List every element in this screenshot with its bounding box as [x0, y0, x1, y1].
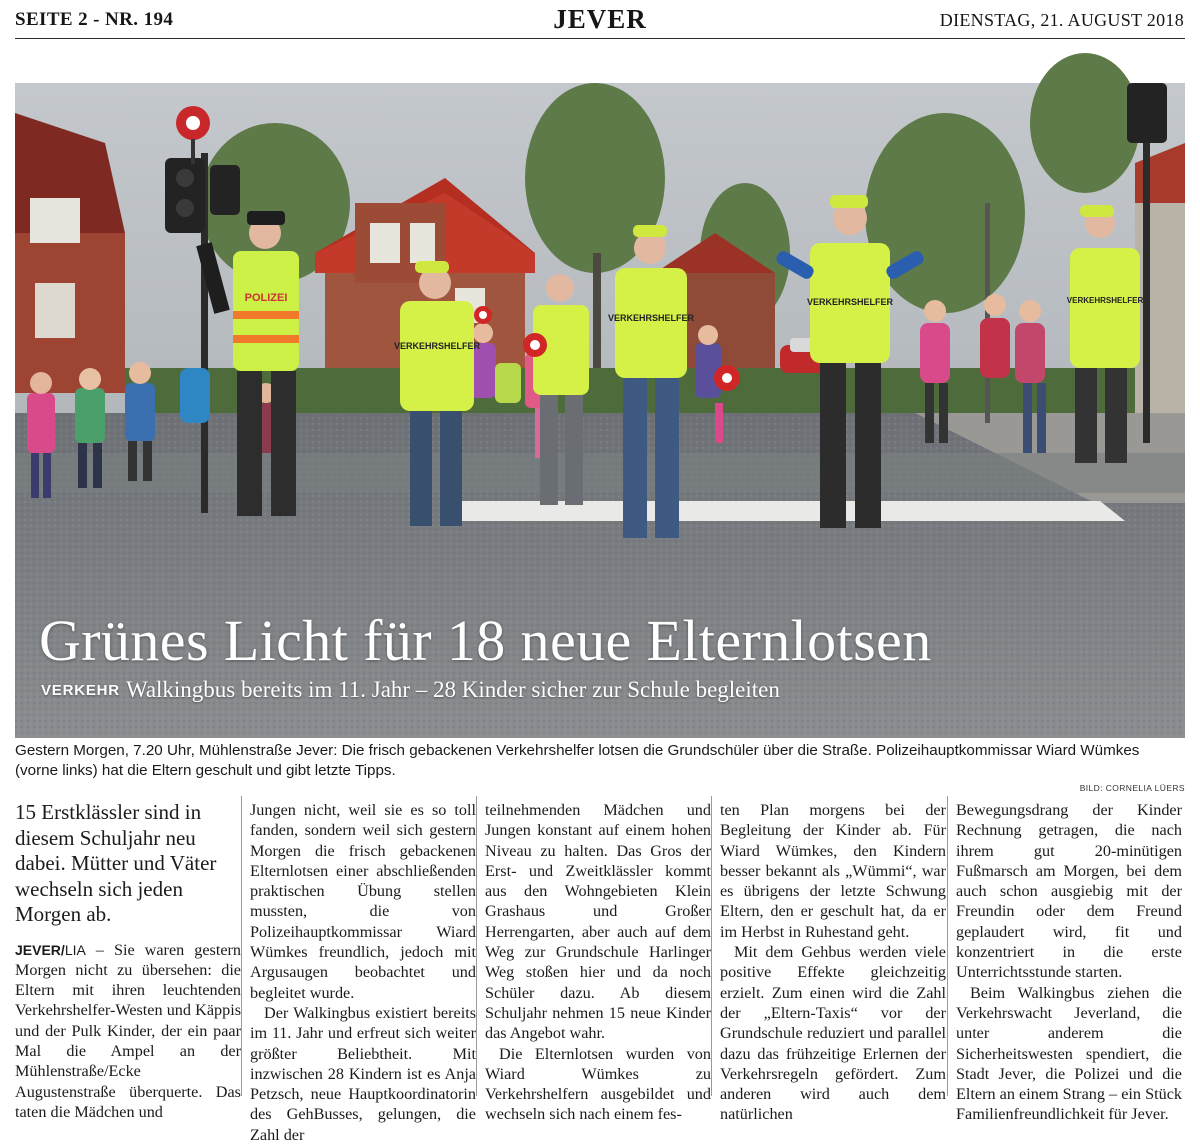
article-paragraph: Beim Walkingbus ziehen die Verkehrswacht Jeverland, die unter anderem die Sicherheitswesten spendiert, die Stadt Jever, die Polizei und die Eltern an einem Strang – ein Stück Familienfreundlichkeit für Jever.	[956, 983, 1182, 1124]
masthead-rule	[15, 38, 1185, 39]
column-divider	[947, 796, 948, 1096]
subheadline	[41, 677, 1171, 703]
vest-label: VERKEHRSHELFER	[393, 341, 481, 351]
article-column-4	[720, 800, 946, 1125]
article-author: LIA	[64, 941, 86, 958]
lead-photo	[15, 83, 1185, 738]
article-column-2	[250, 800, 476, 1145]
article-lead: 15 Erstklässler sind in diesem Schuljahr neu dabei. Mütter und Väter wechseln sich jeden Morgen ab.	[15, 800, 217, 926]
article-paragraph: Bewegungsdrang der Kinder Rechnung getragen, die nach ihrem gut 20-minütigen Fußmarsch am Morgen, bei dem auch schon ausgiebig mit der Freundin oder dem Freund geplaudert wird, fit und konzentriert in die erste Unterrichtsstunde starten.	[956, 801, 1182, 982]
article-text: – Sie waren gestern Morgen nicht zu übersehen: die Eltern mit ihren leuchtenden Verkehrshelfer-Westen und Käppis und der Pulk Kinder, der ein paar Mal die Ampel an der Mühlenstraße/Ecke Augustenstraße überquerte. Das taten die Mädchen und	[15, 940, 241, 1121]
article-dateline: JEVER/	[15, 941, 65, 958]
column-divider	[241, 796, 242, 1096]
article-paragraph: ten Plan morgens bei der Begleitung der Kinder ab. Für Wiard Wümkes, den Kindern besser bekannt als „Wümmi“, war es übrigens der letzte Schwung Eltern, den er geschult hat, da er im Herbst in Ruhestand geht.	[720, 801, 946, 941]
article-column-5	[956, 800, 1182, 1125]
photo-caption: Gestern Morgen, 7.20 Uhr, Mühlenstraße Jever: Die frisch gebackenen Verkehrshelfer lotsen die Grundschüler über die Straße. Polizeihauptkommissar Wiard Wümkes (vorne links) hat die Eltern geschult und gibt letzte Tipps.	[15, 742, 1140, 779]
vest-label: VERKEHRSHELFER	[1066, 296, 1144, 305]
article-column-3	[485, 800, 711, 1125]
vest-label: VERKEHRSHELFER	[806, 297, 894, 307]
article-column-1	[15, 800, 241, 1122]
page-number: SEITE 2 - NR. 194	[15, 9, 174, 30]
column-divider	[476, 796, 477, 1096]
masthead	[0, 0, 1200, 40]
article-paragraph: Mit dem Gehbus werden viele positive Effekte gleichzeitig erzielt. Zum einen wird die Zahl der „Eltern-Taxis“ vor der Grundschule reduziert und parallel dazu das frühzeitige Erlernen der Verkehrsregeln gefördert. Zum anderen wird auch dem natürlichen	[720, 943, 946, 1124]
article-paragraph	[15, 940, 241, 1123]
article-paragraph: Der Walkingbus existiert bereits im 11. Jahr und erfreut sich weiter größter Beliebtheit. Mit inzwischen 28 Kindern ist es Anja Petzsch, neue Hauptkoordinatorin des GehBusses, gelungen, die Zahl der	[250, 1003, 476, 1144]
article-paragraph: Jungen nicht, weil sie es so toll fanden, sondern weil sich gestern Morgen die frisch gebackenen Elternlotsen einer abschließenden praktischen Übung stellen mussten, die von Polizeihauptkommissar Wiard Wümkes freundlich, jedoch mit Argusaugen beobachtet und begleitet wurde.	[250, 801, 476, 1002]
column-divider	[711, 796, 712, 1096]
vest-label: POLIZEI	[244, 292, 288, 304]
article-paragraph: teilnehmenden Mädchen und Jungen konstant auf einem hohen Niveau zu halten. Das Gros der Erst- und Zweitklässler kommt aus den Wohngebieten Klein Grashaus und Großer Herrengarten, aber auch auf dem Weg zur Grundschule Harlinger Weg stoßen hier und da noch Schüler dazu. Ab diesem Schuljahr nehmen 15 neue Kinder das Angebot wahr.	[485, 801, 711, 1043]
photo-credit: BILD: CORNELIA LÜERS	[1079, 783, 1185, 793]
section-title: JEVER	[553, 4, 647, 34]
headline: Grünes Licht für 18 neue Elternlotsen	[39, 608, 932, 673]
subheadline-text: Walkingbus bereits im 11. Jahr – 28 Kinder sicher zur Schule begleiten	[125, 677, 780, 702]
issue-date: DIENSTAG, 21. AUGUST 2018	[939, 10, 1184, 30]
subheadline-kicker: VERKEHR	[41, 682, 120, 699]
article-paragraph: Die Elternlotsen wurden von Wiard Wümkes zu Verkehrshelfern ausgebildet und wechseln sich nach einem fes-	[485, 1044, 711, 1124]
vest-label: VERKEHRSHELFER	[607, 313, 695, 323]
